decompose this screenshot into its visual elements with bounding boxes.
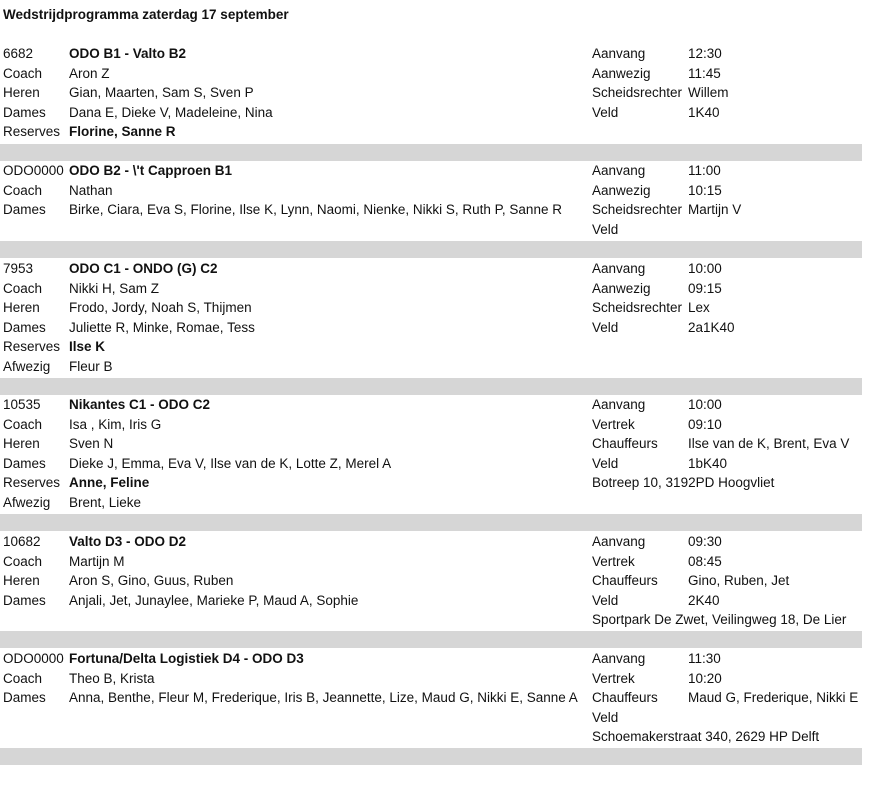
info-value: 2K40 (688, 592, 720, 608)
info-key: Veld (592, 592, 619, 608)
separator-bar (0, 241, 862, 258)
row-value: Aron S, Gino, Guus, Ruben (69, 573, 234, 588)
row-key: Heren (3, 300, 40, 315)
match-row (0, 220, 862, 240)
row-value: Birke, Ciara, Eva S, Florine, Ilse K, Lynn, Naomi, Nienke, Nikki S, Ruth P, Sanne R (69, 202, 562, 217)
match-row (0, 200, 862, 220)
start-time: 11:00 (688, 163, 721, 178)
row-value: Florine, Sanne R (69, 124, 176, 139)
info-value: Willem (688, 85, 729, 100)
venue-address: Sportpark De Zwet, Veilingweg 18, De Lier (592, 612, 847, 627)
row-value: Martijn M (69, 553, 125, 569)
match-row (0, 727, 862, 747)
match-row (0, 493, 862, 513)
row-key: Afwezig (3, 358, 51, 374)
row-value: Anjali, Jet, Junaylee, Marieke P, Maud A, Sophie (69, 592, 359, 608)
match-row (0, 552, 862, 572)
info-key: Scheidsrechter (592, 202, 683, 217)
start-time: 12:30 (688, 46, 722, 61)
info-value: 10:15 (688, 182, 722, 198)
row-key: Heren (3, 573, 40, 588)
start-time: 09:30 (688, 534, 722, 549)
match-row (0, 571, 862, 591)
match-row (0, 337, 862, 357)
row-key: Dames (3, 690, 46, 705)
row-key: Coach (3, 182, 43, 198)
match-header-row (0, 649, 862, 669)
info-key: Veld (592, 104, 619, 120)
match-name: Valto D3 - ODO D2 (69, 534, 187, 549)
start-time: 10:00 (688, 397, 722, 412)
row-key: Heren (3, 436, 40, 451)
row-value: Isa , Kim, Iris G (69, 416, 162, 432)
info-key: Scheidsrechter (592, 300, 683, 315)
match-row (0, 434, 862, 454)
start-time: 10:00 (688, 261, 722, 276)
separator-bar (0, 378, 862, 395)
row-key: Reserves (3, 339, 61, 354)
row-key: Coach (3, 65, 43, 81)
match-name: Nikantes C1 - ODO C2 (69, 397, 211, 412)
match-code: ODO0000 (3, 163, 64, 178)
info-key: Chauffeurs (592, 436, 658, 451)
row-value: Theo B, Krista (69, 670, 155, 686)
start-label: Aanvang (592, 46, 646, 61)
match-block (0, 259, 862, 376)
start-label: Aanvang (592, 534, 646, 549)
row-value: Fleur B (69, 358, 113, 374)
match-header-row (0, 44, 862, 64)
match-row (0, 708, 862, 728)
info-key: Aanwezig (592, 65, 651, 81)
info-value: Ilse van de K, Brent, Eva V (688, 436, 850, 451)
info-value: 2a1K40 (688, 319, 735, 335)
info-key: Veld (592, 709, 619, 725)
match-code: 7953 (3, 261, 34, 276)
row-key: Reserves (3, 124, 61, 139)
info-value: 11:45 (688, 65, 721, 81)
row-value: Juliette R, Minke, Romae, Tess (69, 319, 255, 335)
match-row (0, 357, 862, 377)
info-key: Aanwezig (592, 280, 651, 296)
row-key: Coach (3, 553, 43, 569)
match-name: Fortuna/Delta Logistiek D4 - ODO D3 (69, 651, 304, 666)
row-key: Afwezig (3, 494, 51, 510)
info-value: 09:15 (688, 280, 722, 296)
info-value: Gino, Ruben, Jet (688, 573, 790, 588)
match-block (0, 161, 862, 239)
match-row (0, 122, 862, 142)
separator-bar (0, 144, 862, 161)
start-label: Aanvang (592, 261, 646, 276)
row-key: Dames (3, 104, 46, 120)
info-key: Vertrek (592, 416, 635, 432)
match-row (0, 279, 862, 299)
match-header-row (0, 161, 862, 181)
separator-bar (0, 514, 862, 531)
info-key: Veld (592, 221, 619, 237)
match-row (0, 103, 862, 123)
info-value: Lex (688, 300, 710, 315)
start-time: 11:30 (688, 651, 721, 666)
match-header-row (0, 395, 862, 415)
row-value: Anne, Feline (69, 475, 150, 490)
info-key: Chauffeurs (592, 690, 658, 705)
separator-bar (0, 631, 862, 648)
match-row (0, 298, 862, 318)
match-header-row (0, 259, 862, 279)
row-key: Coach (3, 280, 43, 296)
start-label: Aanvang (592, 651, 646, 666)
venue-address: Botreep 10, 3192PD Hoogvliet (592, 475, 775, 490)
start-label: Aanvang (592, 163, 646, 178)
match-code: 6682 (3, 46, 34, 61)
venue-address: Schoemakerstraat 340, 2629 HP Delft (592, 729, 820, 744)
row-value: Brent, Lieke (69, 494, 142, 510)
match-name: ODO B2 - \'t Capproen B1 (69, 163, 232, 178)
match-code: ODO0000 (3, 651, 64, 666)
row-value: Dana E, Dieke V, Madeleine, Nina (69, 104, 273, 120)
row-value: Gian, Maarten, Sam S, Sven P (69, 85, 254, 100)
row-value: Aron Z (69, 65, 110, 81)
match-row (0, 688, 862, 708)
info-key: Vertrek (592, 670, 635, 686)
info-value: Maud G, Frederique, Nikki E (688, 690, 859, 705)
match-row (0, 181, 862, 201)
match-header-row (0, 532, 862, 552)
info-key: Veld (592, 319, 619, 335)
info-key: Scheidsrechter (592, 85, 683, 100)
match-block (0, 532, 862, 630)
match-name: ODO B1 - Valto B2 (69, 46, 187, 61)
match-row (0, 318, 862, 338)
start-label: Aanvang (592, 397, 646, 412)
info-value: Martijn V (688, 202, 742, 217)
row-key: Coach (3, 416, 43, 432)
match-block (0, 649, 862, 747)
row-value: Ilse K (69, 339, 106, 354)
row-key: Coach (3, 670, 43, 686)
row-key: Dames (3, 202, 46, 217)
info-key: Aanwezig (592, 182, 651, 198)
info-value: 08:45 (688, 553, 722, 569)
row-value: Frodo, Jordy, Noah S, Thijmen (69, 300, 252, 315)
row-value: Nathan (69, 182, 113, 198)
row-key: Heren (3, 85, 40, 100)
info-key: Vertrek (592, 553, 635, 569)
match-code: 10682 (3, 534, 41, 549)
info-key: Veld (592, 455, 619, 471)
match-code: 10535 (3, 397, 41, 412)
match-name: ODO C1 - ONDO (G) C2 (69, 261, 218, 276)
row-value: Nikki H, Sam Z (69, 280, 160, 296)
page-title: Wedstrijdprogramma zaterdag 17 september (3, 7, 289, 22)
match-row (0, 473, 862, 493)
row-key: Dames (3, 455, 46, 471)
match-row (0, 83, 862, 103)
match-row (0, 454, 862, 474)
match-row (0, 64, 862, 84)
match-row (0, 610, 862, 630)
match-row (0, 415, 862, 435)
info-key: Chauffeurs (592, 573, 658, 588)
row-value: Anna, Benthe, Fleur M, Frederique, Iris B, Jeannette, Lize, Maud G, Nikki E, Sanne A (69, 690, 578, 705)
info-value: 1K40 (688, 104, 720, 120)
info-value: 10:20 (688, 670, 722, 686)
row-value: Sven N (69, 436, 114, 451)
match-block (0, 395, 862, 512)
match-row (0, 591, 862, 611)
row-key: Reserves (3, 475, 61, 490)
row-key: Dames (3, 319, 46, 335)
info-value: 09:10 (688, 416, 722, 432)
info-value: 1bK40 (688, 455, 728, 471)
match-block (0, 44, 862, 142)
row-key: Dames (3, 592, 46, 608)
match-row (0, 669, 862, 689)
row-value: Dieke J, Emma, Eva V, Ilse van de K, Lotte Z, Merel A (69, 455, 392, 471)
separator-bar (0, 748, 862, 765)
